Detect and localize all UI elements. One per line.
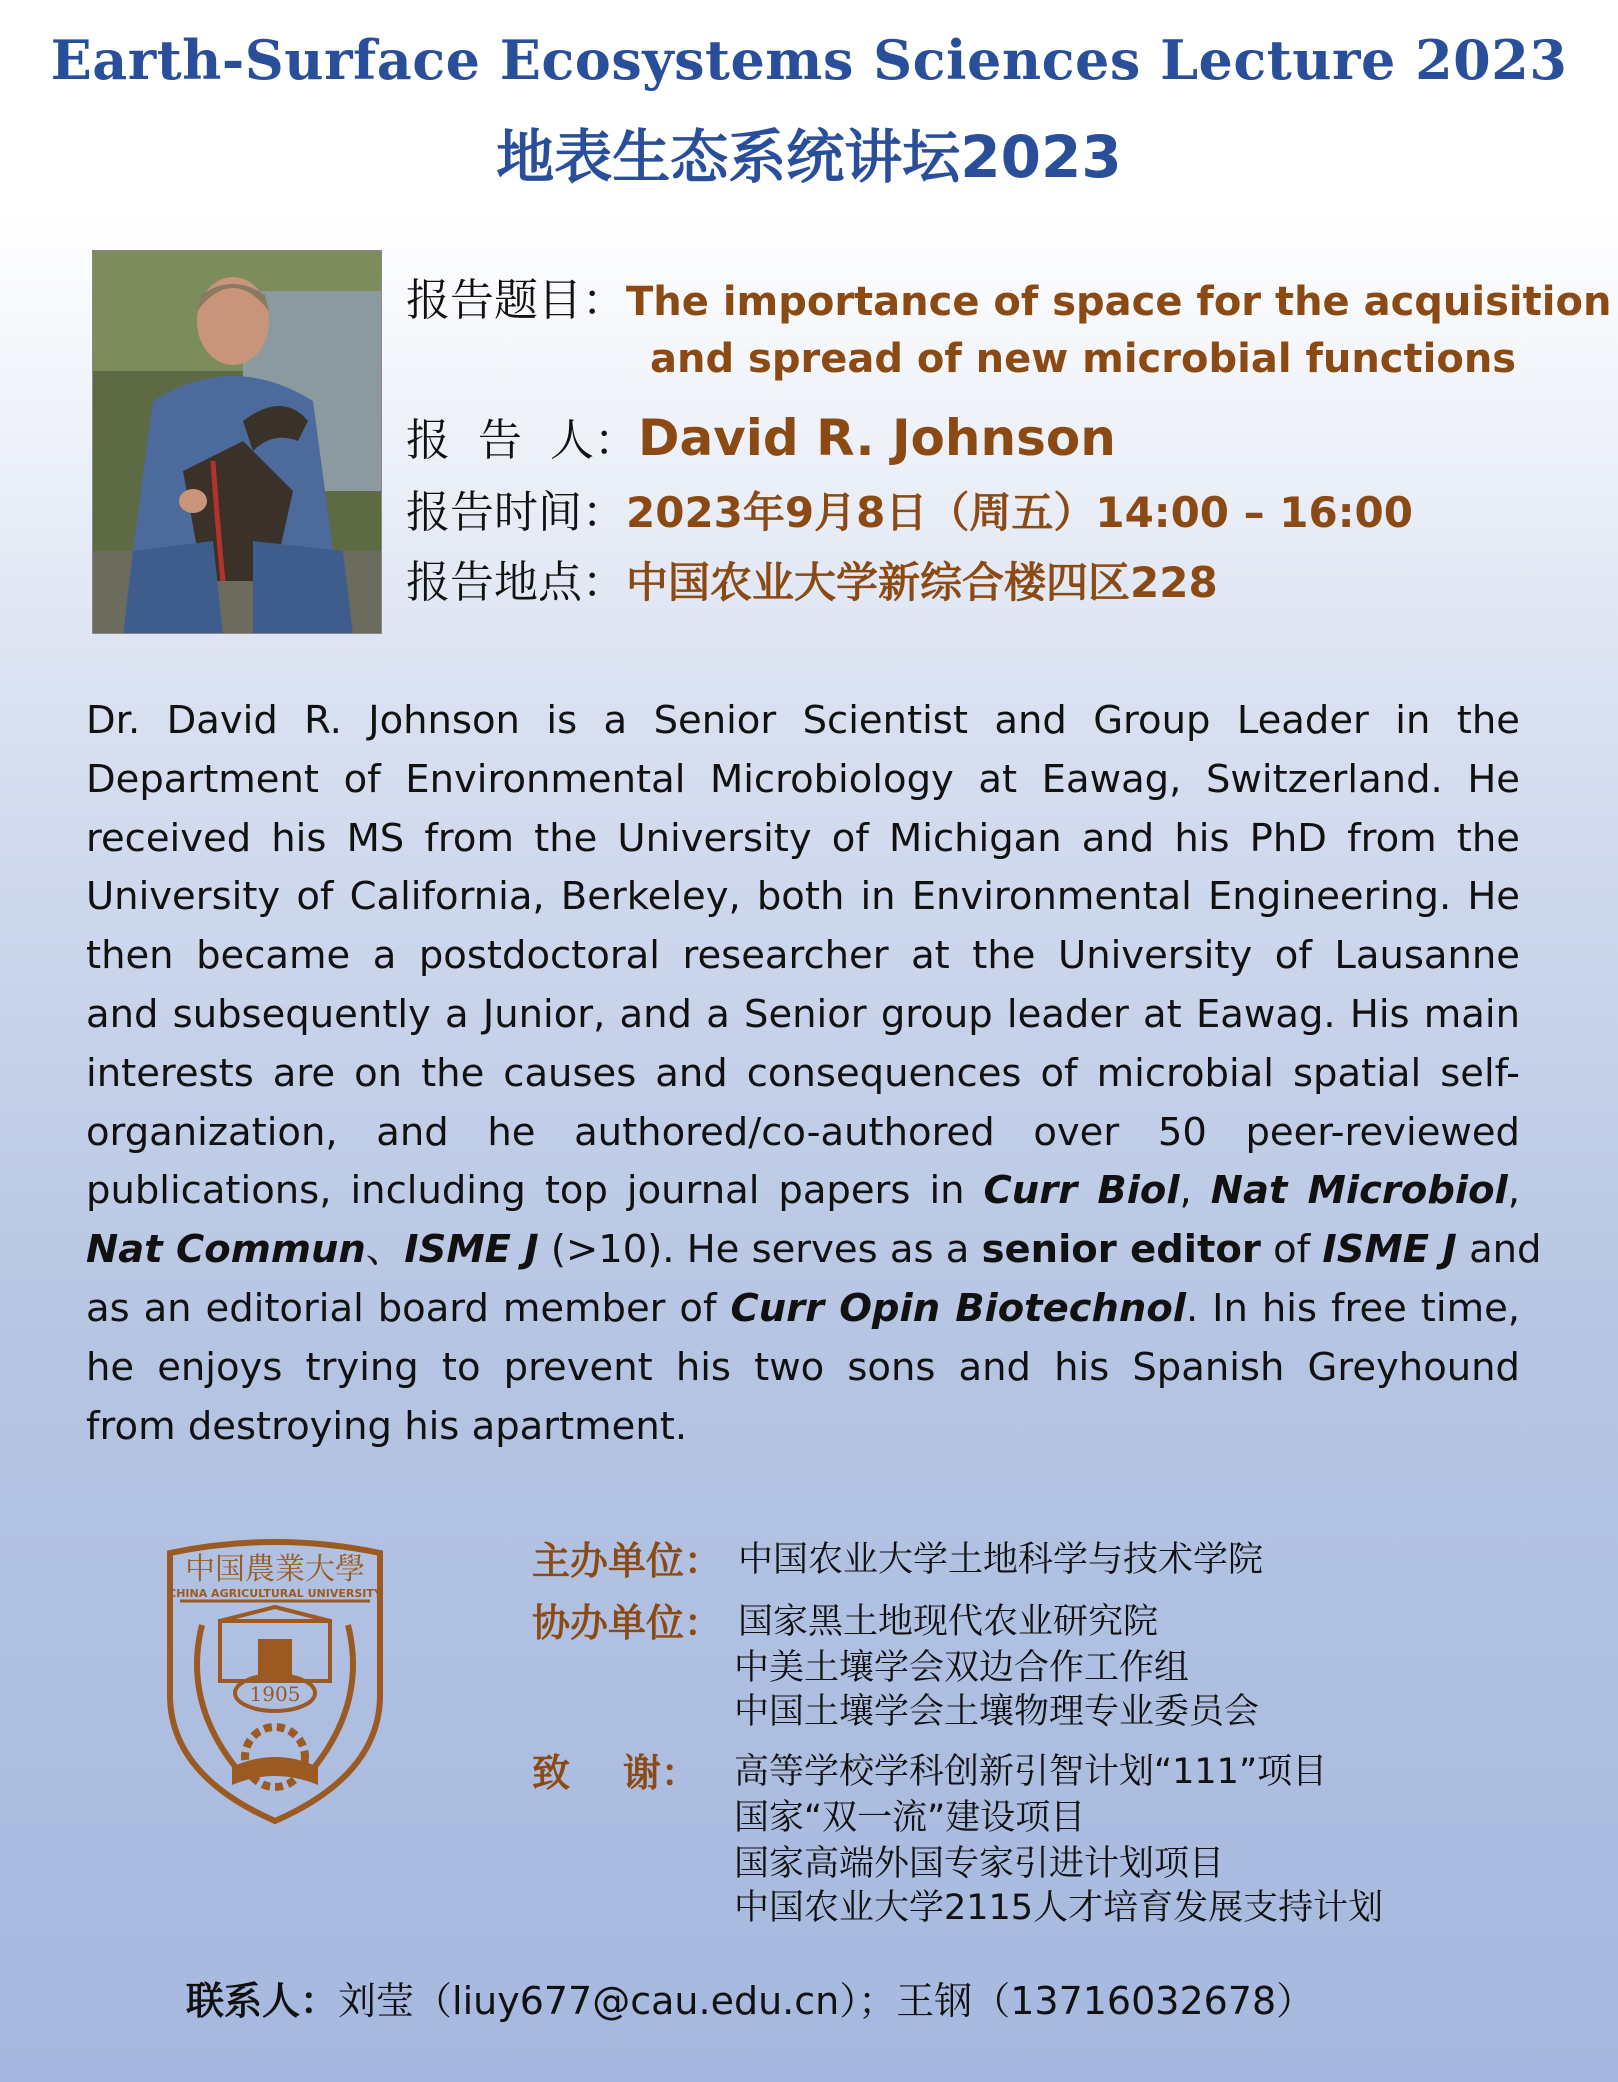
bio-text: as an editorial board member of <box>86 1285 731 1331</box>
bio-line: organization, and he authored/co-authored over 50 peer-reviewed <box>86 1109 1520 1155</box>
bio-line: Department of Environmental Microbiology at Eawag, Switzerland. He <box>86 756 1520 802</box>
place-label: 报告地点： <box>406 557 626 608</box>
journal-name: Nat Commun <box>86 1227 366 1273</box>
bio-line <box>86 1280 1520 1339</box>
journal-name: ISME J <box>1322 1227 1457 1273</box>
co-organizer: 中国土壤学会土壤物理专业委员会 <box>734 1692 1260 1732</box>
talk-title-line1: The importance of space for the acquisition <box>626 279 1612 325</box>
time-label: 报告时间： <box>406 487 626 538</box>
logo-name-en: CHINA AGRICULTURAL UNIVERSITY <box>168 1587 382 1600</box>
bio-text: , <box>1179 1168 1211 1214</box>
host-org: 中国农业大学土地科学与技术学院 <box>738 1540 1264 1580</box>
logo-name-zh: 中国農業大學 <box>185 1552 365 1587</box>
bio-text: (>10). He serves as a <box>538 1227 982 1273</box>
host-label: 主办单位： <box>532 1539 723 1583</box>
info-time-row <box>406 476 1413 540</box>
co-organizer: 国家黑土地现代农业研究院 <box>738 1602 1159 1642</box>
bio-text: of <box>1260 1227 1323 1273</box>
bio-line: Dr. David R. Johnson is a Senior Scientist and Group Leader in the <box>86 698 1520 743</box>
bio-bold-text: senior editor <box>981 1227 1261 1273</box>
bio-text: , <box>1507 1168 1520 1214</box>
info-title-row <box>406 264 1611 328</box>
time-value: 2023年9月8日（周五）14:00 – 16:00 <box>626 488 1413 537</box>
bio-line: interests are on the causes and consequences of microbial spatial self- <box>86 1050 1520 1096</box>
co-organizer: 中美土壤学会双边合作工作组 <box>734 1648 1190 1688</box>
journal-name: Curr Opin Biotechnol <box>730 1285 1186 1331</box>
bio-line <box>86 1221 1542 1280</box>
bio-line: then became a postdoctoral researcher at the University of Lausanne <box>86 933 1520 979</box>
bio-line <box>86 1162 1520 1221</box>
speaker-photo <box>92 250 382 634</box>
co-organizer-label: 协办单位： <box>532 1601 723 1645</box>
contact-label: 联系人： <box>186 1979 339 2023</box>
photo-illustration <box>93 251 382 634</box>
university-logo <box>162 1535 388 1825</box>
thanks-label: 致 谢： <box>532 1751 699 1795</box>
place-value: 中国农业大学新综合楼四区228 <box>626 558 1218 607</box>
info-place-row <box>406 546 1218 610</box>
bio-line: and subsequently a Junior, and a Senior group leader at Eawag. His main <box>86 991 1520 1037</box>
thanks-item: 高等学校学科创新引智计划“111”项目 <box>734 1752 1328 1792</box>
info-speaker-row <box>406 404 1116 468</box>
thanks-item: 国家高端外国专家引进计划项目 <box>734 1844 1225 1884</box>
university-emblem-icon <box>162 1535 388 1825</box>
speaker-label: 报 告 人： <box>406 415 638 466</box>
info-title-row2 <box>650 332 1516 383</box>
journal-name: ISME J <box>404 1227 539 1273</box>
bio-line: University of California, Berkeley, both in Environmental Engineering. He <box>86 874 1520 920</box>
bio-line: he enjoys trying to prevent his two sons and his Spanish Greyhound <box>86 1344 1520 1390</box>
thanks-item: 国家“双一流”建设项目 <box>734 1798 1086 1838</box>
talk-title-line2: and spread of new microbial functions <box>650 336 1517 382</box>
title-english: Earth-Surface Ecosystems Sciences Lecture 2023 <box>50 28 1568 92</box>
bio-text: publications, including top journal papers in <box>86 1168 984 1214</box>
journal-name: Nat Microbiol <box>1210 1168 1508 1214</box>
bio-text: 、 <box>365 1227 405 1273</box>
contact-value: 刘莹（liuy677@cau.edu.cn）；王钢（13716032678） <box>338 1979 1315 2023</box>
thanks-item: 中国农业大学2115人才培育发展支持计划 <box>734 1888 1384 1928</box>
title-label: 报告题目： <box>406 275 626 326</box>
speaker-bio <box>86 692 1542 1456</box>
bio-line: received his MS from the University of Michigan and his PhD from the <box>86 815 1520 861</box>
contact-info <box>186 1970 1314 2025</box>
header <box>0 0 1618 212</box>
bio-text: and <box>1456 1227 1542 1273</box>
speaker-name: David R. Johnson <box>637 409 1116 467</box>
journal-name: Curr Biol <box>983 1168 1180 1214</box>
bio-line: from destroying his apartment. <box>86 1403 688 1449</box>
title-chinese: 地表生态系统讲坛2023 <box>496 123 1122 191</box>
bio-text: . In his free time, <box>1186 1285 1521 1331</box>
logo-year: 1905 <box>249 1682 301 1706</box>
